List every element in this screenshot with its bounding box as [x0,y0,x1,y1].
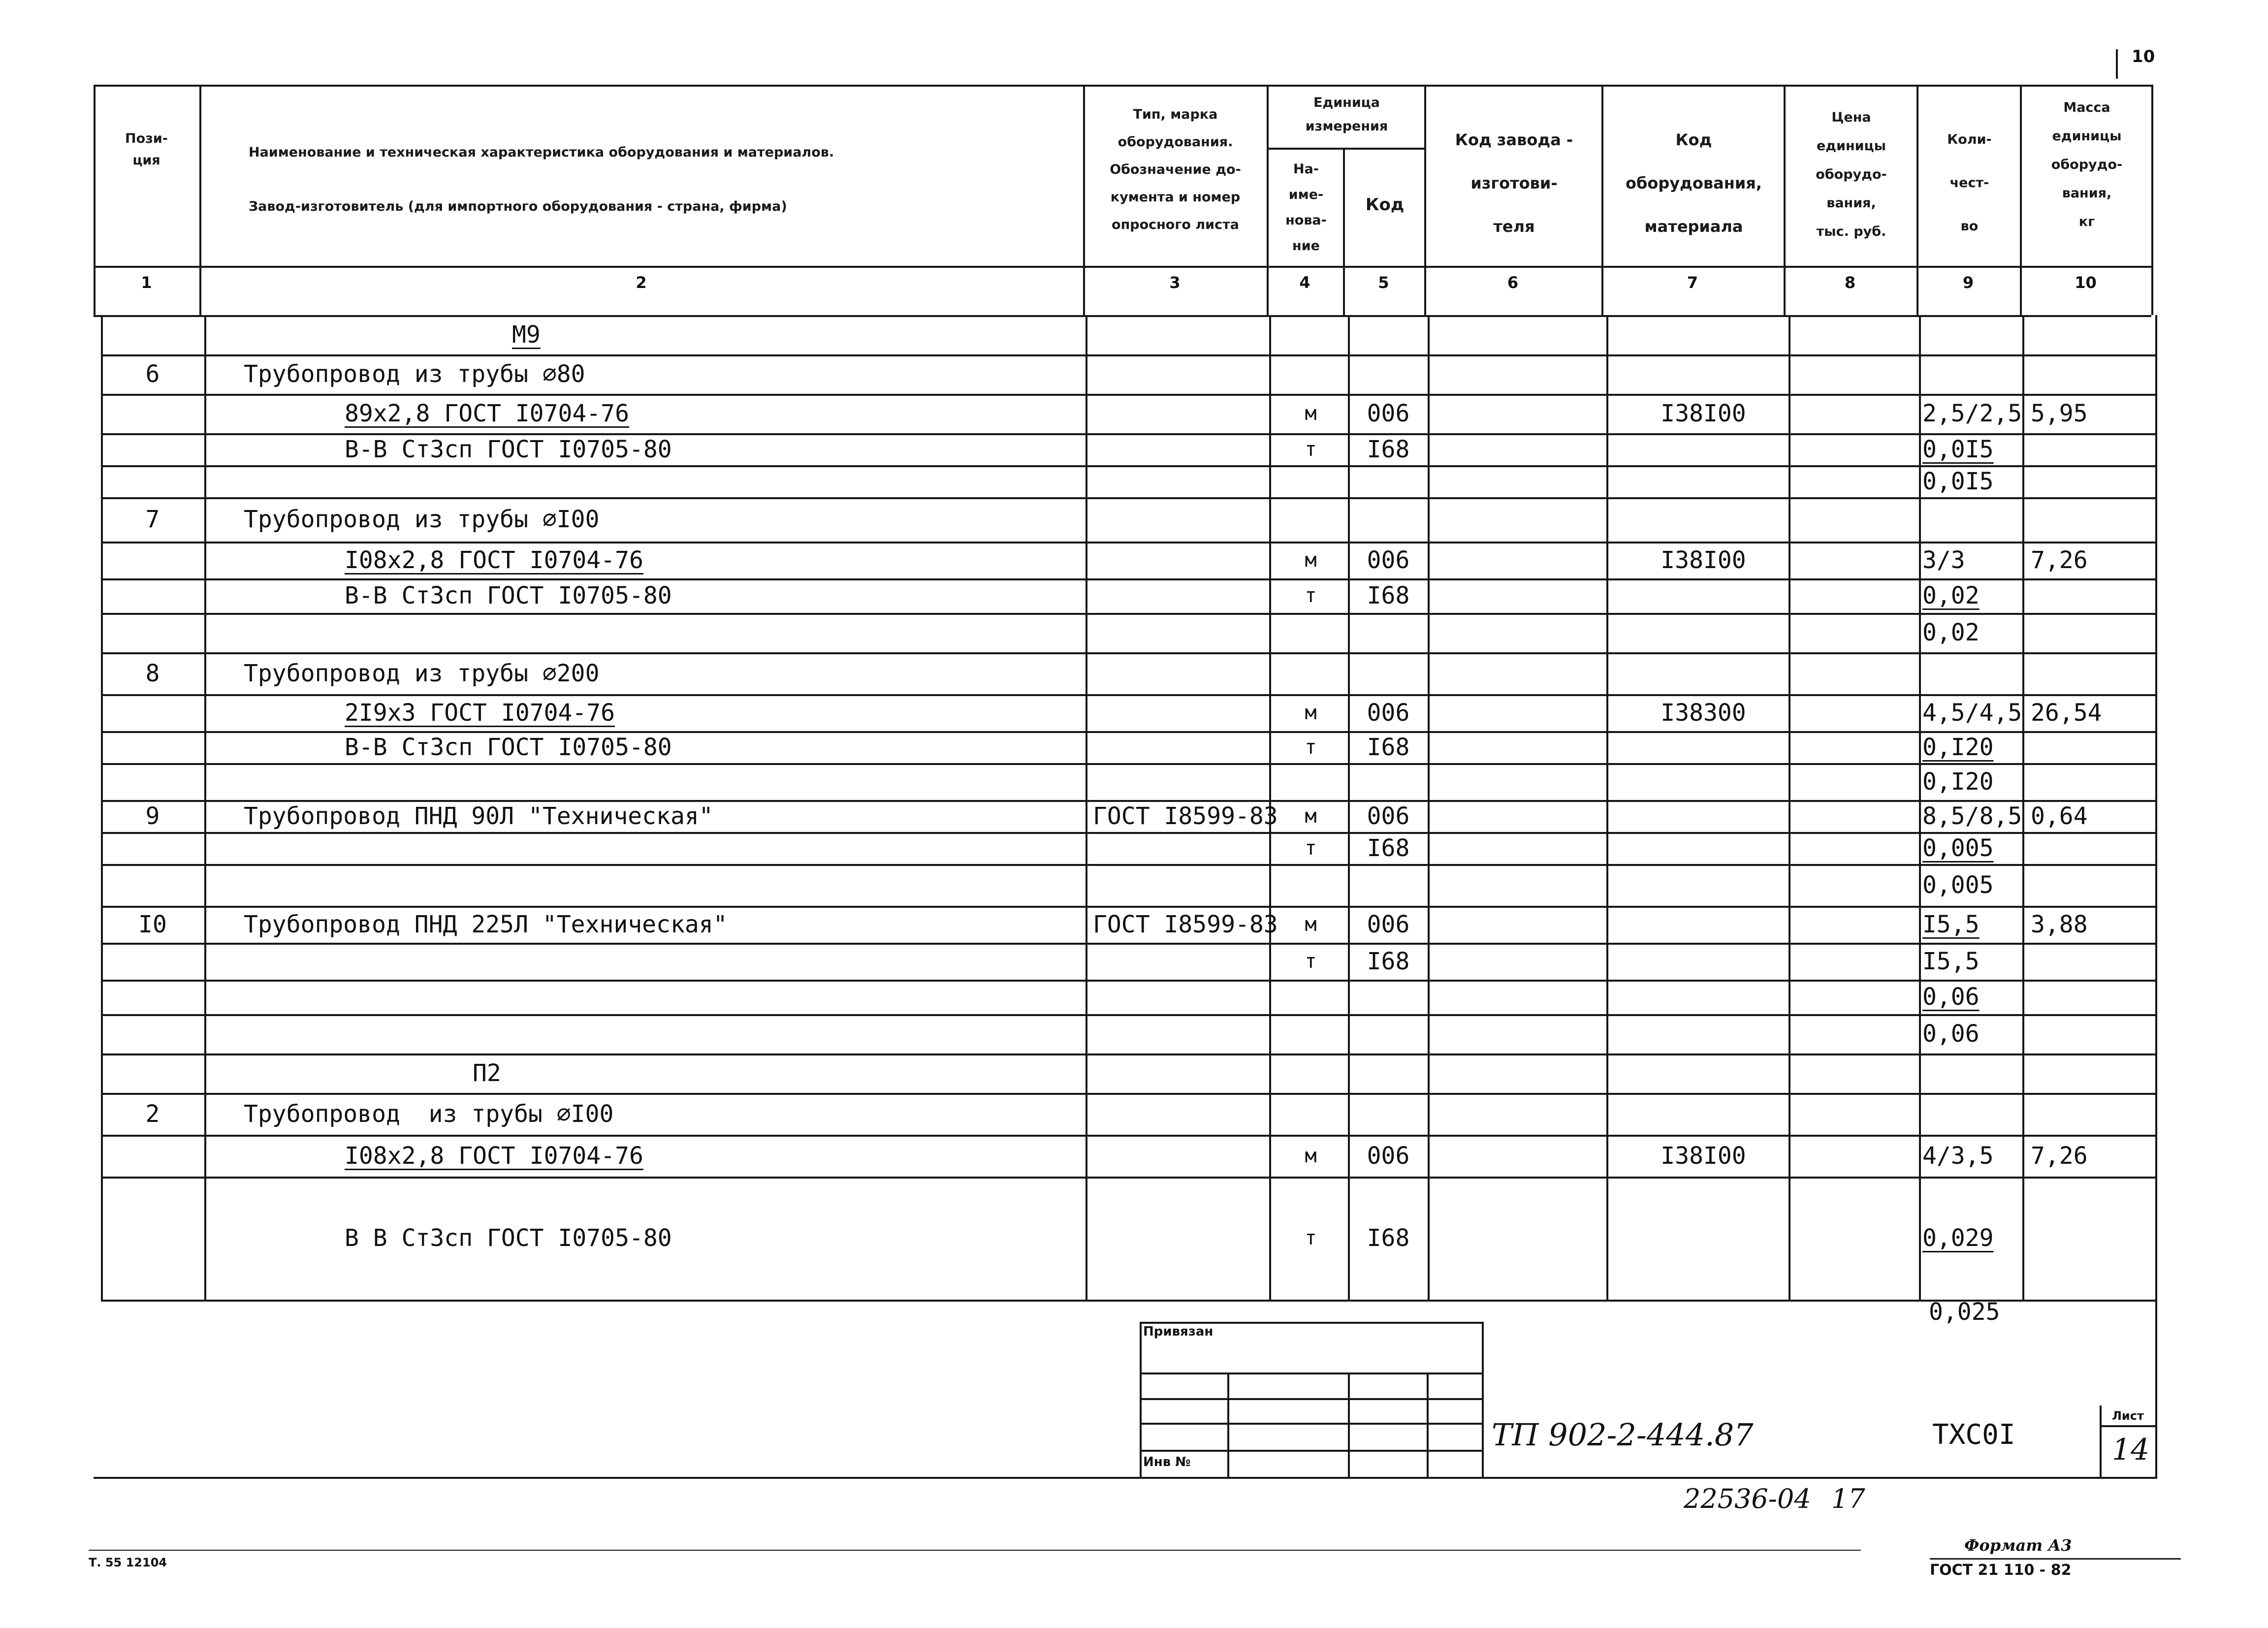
cell-unit: т [1305,836,1317,860]
cell-code: 006 [1367,546,1410,574]
cell-pos: 2 [145,1100,160,1128]
row-separator [101,542,2157,543]
format-label: Формат А3 [1964,1536,2072,1555]
header-col3: Тип, марка оборудования. Обозначение до- кумента и номер опросного листа [1110,107,1241,232]
cell-code: 006 [1367,699,1410,727]
cell-mass: 0,64 [2031,802,2088,830]
row-separator [101,1300,2157,1302]
cell-name: I08x2,8 ГОСТ I0704-76 [345,1142,643,1170]
colnum-1: 1 [141,273,152,292]
row-separator [101,1135,2157,1137]
cell-name: В-В Ст3сп ГОСТ I0705-80 [345,435,672,463]
cell-unit: м [1305,548,1317,572]
document-mark: ТХС0I [1932,1419,2015,1451]
cell-code: I68 [1367,834,1410,862]
header-units: Единица измерения [1305,95,1388,134]
header-col8: Цена единицы оборудо- вания, тыс. руб. [1816,110,1887,239]
cell-eq-code: I38I00 [1661,546,1746,574]
cell-qty: 0,I20 [1922,733,1994,761]
cell-unit: т [1305,950,1317,973]
overflow-qty: 0,025 [1929,1298,2000,1326]
cell-eq-code: I38I00 [1661,400,1746,427]
colnum-7: 7 [1687,273,1698,292]
header-col5: Код [1365,195,1405,215]
cell-qty: I5,5 [1922,947,1980,975]
archive-page: 17 [1831,1483,1865,1514]
cell-name: Трубопровод из трубы ∅80 [244,360,585,388]
cell-unit: м [1305,804,1317,828]
row-separator [101,613,2157,615]
cell-qty: 4/3,5 [1922,1142,1994,1170]
header-col9: Коли- чест- во [1947,132,1992,234]
cell-name: Трубопровод из трубы ∅200 [244,659,600,687]
cell-code: 006 [1367,802,1410,830]
cell-code: I68 [1367,435,1410,463]
cell-qty: 0,02 [1922,619,1980,646]
colnum-4: 4 [1299,273,1310,292]
cell-code: I68 [1367,733,1410,761]
cell-pos: 7 [145,506,160,533]
sheet-number: 14 [2112,1433,2150,1467]
cell-unit: т [1305,584,1317,607]
row-separator [101,763,2157,765]
header-col2: Наименование и техническая характеристика оборудования и материалов. Завод-изготовитель (для импортного оборудования - страна, фирма) [249,145,834,214]
cell-qty: 8,5/8,5 [1922,802,2022,830]
archive-number: 22536-04 [1684,1483,1811,1514]
cell-unit: т [1305,438,1317,461]
cell-qty: 2,5/2,5 [1922,400,2022,427]
cell-pos: 9 [145,802,160,830]
cell-name: Трубопровод ПНД 90Л "Техническая" [244,802,713,830]
cell-name: В В Ст3сп ГОСТ I0705-80 [345,1224,672,1252]
cell-doc: ГОСТ I8599-83 [1093,802,1278,830]
cell-name: 89x2,8 ГОСТ I0704-76 [345,400,629,427]
cell-mass: 3,88 [2031,910,2088,938]
cell-name: П2 [473,1059,501,1087]
print-code: Т. 55 12104 [89,1556,167,1569]
row-separator [101,906,2157,908]
gost-label: ГОСТ 21 110 - 82 [1930,1562,2072,1579]
cell-code: 006 [1367,400,1410,427]
row-separator [101,1177,2157,1179]
cell-name: Трубопровод из трубы ∅I00 [244,506,600,533]
cell-unit: м [1305,701,1317,724]
cell-mass: 26,54 [2031,699,2102,727]
cell-name: В-В Ст3сп ГОСТ I0705-80 [345,582,672,609]
cell-name: Трубопровод из трубы ∅I00 [244,1100,614,1128]
cell-name: 2I9x3 ГОСТ I0704-76 [345,699,615,727]
colnum-2: 2 [636,273,647,292]
cell-unit: м [1305,913,1317,936]
cell-qty: 0,06 [1922,983,1980,1011]
cell-mass: 5,95 [2031,400,2088,427]
row-separator [101,578,2157,580]
cell-qty: 0,029 [1922,1224,1994,1252]
header-col4: На- име- нова- ние [1285,161,1327,254]
tied-label: Привязан [1143,1324,1214,1339]
cell-qty: 0,005 [1922,871,1994,899]
row-separator [101,394,2157,396]
header-col10: Масса единицы оборудо- вания, кг [2051,100,2123,229]
sheet-label: Лист [2112,1409,2144,1423]
cell-qty: 0,06 [1922,1020,1980,1048]
cell-name: М9 [512,321,541,349]
cell-eq-code: I38I00 [1661,1142,1746,1170]
row-separator [101,354,2157,356]
cell-unit: т [1305,735,1317,759]
cell-qty: 0,02 [1922,582,1980,609]
cell-code: I68 [1367,947,1410,975]
cell-pos: 6 [145,360,160,388]
row-separator [101,832,2157,834]
row-separator [101,652,2157,654]
cell-pos: I0 [138,910,167,938]
page-number: 10 [2132,47,2155,66]
cell-name: I08x2,8 ГОСТ I0704-76 [345,546,643,574]
row-separator [101,864,2157,866]
colnum-9: 9 [1962,273,1974,292]
cell-qty: 0,005 [1922,834,1994,862]
cell-qty: I5,5 [1922,910,1980,938]
row-separator [101,943,2157,945]
cell-mass: 7,26 [2031,546,2088,574]
row-separator [101,1053,2157,1055]
cell-name: В-В Ст3сп ГОСТ I0705-80 [345,733,672,761]
cell-code: I68 [1367,1224,1410,1252]
cell-qty: 0,I20 [1922,767,1994,796]
row-separator [101,1093,2157,1095]
cell-qty: 4,5/4,5 [1922,699,2022,727]
cell-code: 006 [1367,910,1410,938]
colnum-6: 6 [1507,273,1519,292]
cell-mass: 7,26 [2031,1142,2088,1170]
colnum-5: 5 [1378,273,1389,292]
cell-pos: 8 [145,659,160,687]
inv-label: Инв № [1143,1455,1191,1469]
colnum-10: 10 [2075,273,2097,292]
document-code: ТП 902-2-444.87 [1492,1417,1754,1453]
cell-eq-code: I38300 [1661,699,1746,727]
colnum-8: 8 [1844,273,1856,292]
row-separator [101,694,2157,696]
cell-unit: м [1305,402,1317,425]
row-separator [101,980,2157,982]
header-col1: Пози- ция [125,131,168,168]
row-separator [101,497,2157,499]
cell-unit: м [1305,1144,1317,1167]
cell-code: I68 [1367,582,1410,609]
cell-code: 006 [1367,1142,1410,1170]
cell-name: Трубопровод ПНД 225Л "Техническая" [244,910,728,938]
cell-qty: 0,0I5 [1922,435,1994,463]
header-col6: Код завода - изготови- теля [1455,130,1573,236]
row-separator [101,465,2157,467]
cell-qty: 3/3 [1922,546,1965,574]
cell-doc: ГОСТ I8599-83 [1093,910,1278,938]
colnum-3: 3 [1169,273,1181,292]
cell-unit: т [1305,1227,1317,1249]
header-col7: Код оборудования, материала [1626,130,1762,236]
row-separator [101,1014,2157,1016]
cell-qty: 0,0I5 [1922,467,1994,495]
